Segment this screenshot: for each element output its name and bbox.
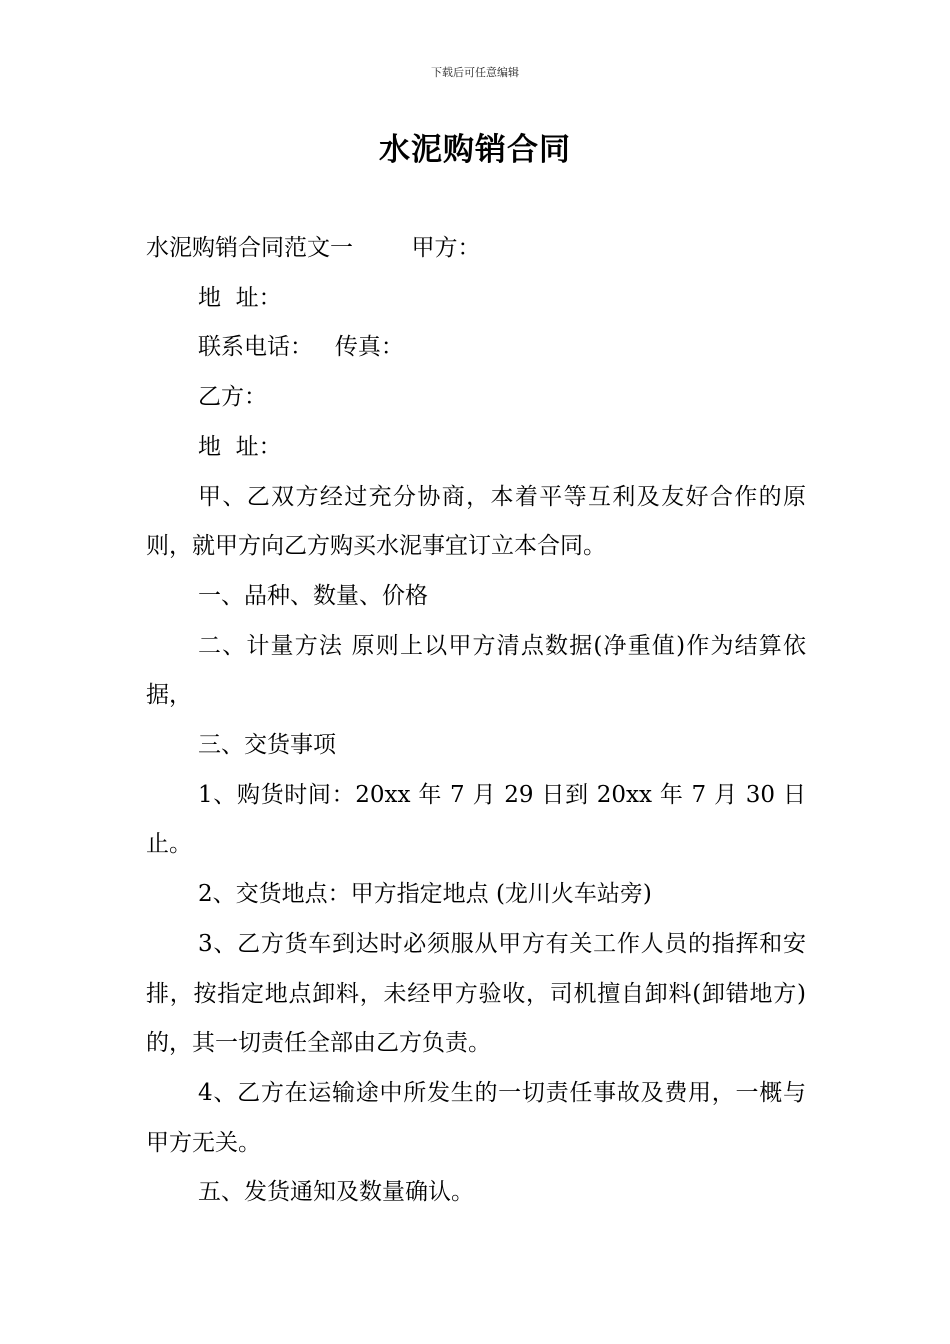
body-paragraph: 4、乙方在运输途中所发生的一切责任事故及费用，一概与甲方无关。 (146, 1079, 806, 1156)
body-paragraph: 乙方： (198, 384, 267, 411)
body-paragraph: 三、交货事项 (198, 732, 336, 759)
body-paragraph: 1、购货时间：20xx 年 7 月 29 日到 20xx 年 7 月 30 日止。 (146, 781, 806, 858)
body-paragraph: 五、发货通知及数量确认。 (198, 1179, 474, 1206)
body-paragraph: 联系电话： 传真： (198, 334, 404, 361)
body-paragraph: 地 址： (198, 284, 282, 311)
body-paragraph: 二、计量方法 原则上以甲方清点数据(净重值)作为结算依据， (146, 632, 806, 709)
body-paragraph: 水泥购销合同范文一 甲方： (146, 235, 481, 261)
body-paragraph: 地 址： (198, 433, 282, 460)
document-title: 水泥购销合同 (379, 132, 571, 168)
document-body (146, 224, 806, 1218)
body-paragraph: 3、乙方货车到达时必须服从甲方有关工作人员的指挥和安排，按指定地点卸料，未经甲方验收，司机擅自卸料(卸错地方)的，其一切责任全部由乙方负责。 (146, 930, 806, 1057)
body-paragraph: 2、交货地点：甲方指定地点 (龙川火车站旁) (198, 881, 652, 908)
body-paragraph: 甲、乙双方经过充分协商，本着平等互利及友好合作的原则，就甲方向乙方购买水泥事宜订立本合同。 (146, 483, 806, 560)
body-paragraph: 一、品种、数量、价格 (198, 582, 428, 609)
page-header-note: 下载后可任意编辑 (431, 66, 519, 79)
